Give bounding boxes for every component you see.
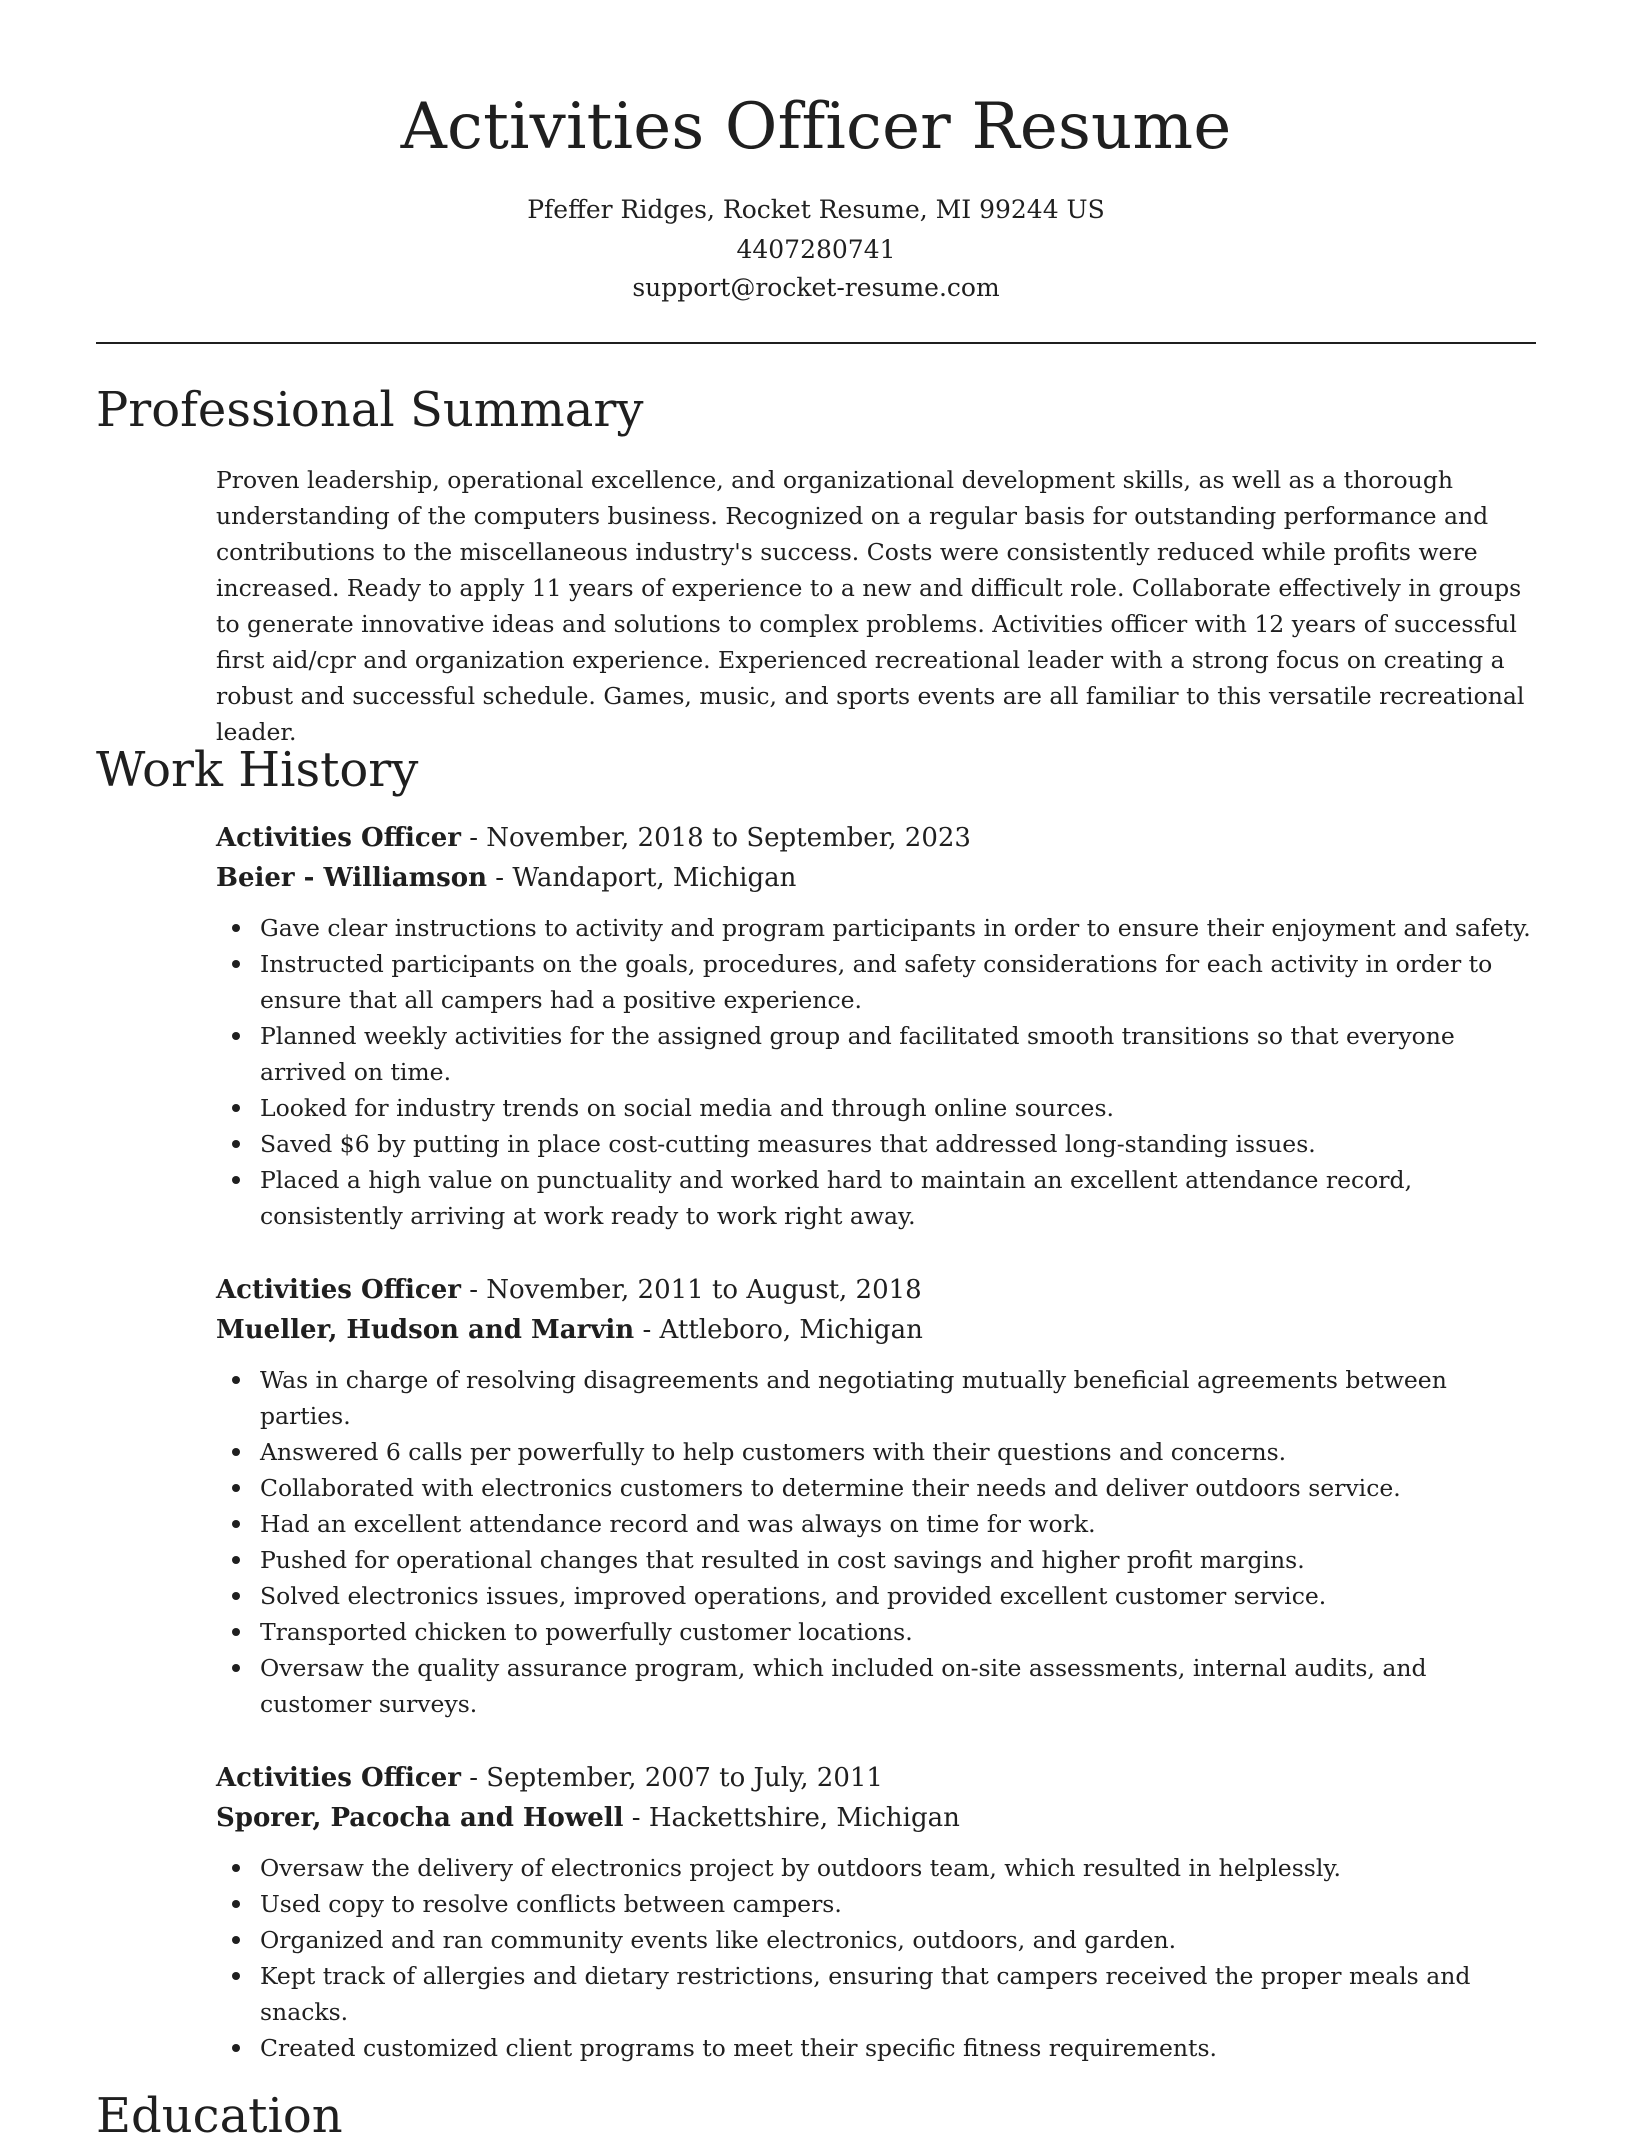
job-company: Mueller, Hudson and Marvin <box>216 1315 635 1345</box>
job-bullet-list <box>216 1362 1536 1722</box>
job-bullet: Saved $6 by putting in place cost-cutting measures that addressed long-standing issues. <box>216 1126 1536 1162</box>
job-bullet: Kept track of allergies and dietary restrictions, ensuring that campers received the proper meals and snacks. <box>216 1958 1536 2030</box>
resume-title: Activities Officer Resume <box>400 90 1232 164</box>
job-bullet: Created customized client programs to meet their specific fitness requirements. <box>216 2030 1536 2066</box>
job-bullet-list <box>216 910 1536 1234</box>
contact-email: support@rocket-resume.com <box>632 273 1000 302</box>
header-divider <box>96 342 1536 344</box>
job-bullet: Was in charge of resolving disagreements and negotiating mutually beneficial agreements between parties. <box>216 1362 1536 1434</box>
summary-heading: Professional Summary <box>96 382 644 438</box>
contact-phone: 4407280741 <box>736 235 896 264</box>
job-bullet: Placed a high value on punctuality and worked hard to maintain an excellent attendance record, consistently arriving at work ready to work right away. <box>216 1162 1536 1234</box>
contact-address: Pfeffer Ridges, Rocket Resume, MI 99244 US <box>527 195 1105 224</box>
job-title: Activities Officer <box>216 823 461 853</box>
job-title-line: Activities Officer - November, 2011 to August, 2018 <box>216 1275 922 1305</box>
job-bullet: Oversaw the delivery of electronics project by outdoors team, which resulted in helplessly. <box>216 1850 1536 1886</box>
job-location: Attleboro, Michigan <box>659 1315 923 1345</box>
job-bullet: Oversaw the quality assurance program, which included on-site assessments, internal audits, and customer surveys. <box>216 1650 1536 1722</box>
job-bullet: Used copy to resolve conflicts between campers. <box>216 1886 1536 1922</box>
job-bullet: Collaborated with electronics customers to determine their needs and deliver outdoors service. <box>216 1470 1536 1506</box>
job-bullet: Pushed for operational changes that resulted in cost savings and higher profit margins. <box>216 1542 1536 1578</box>
job-bullet: Solved electronics issues, improved operations, and provided excellent customer service. <box>216 1578 1536 1614</box>
job-company: Sporer, Pacocha and Howell <box>216 1803 624 1833</box>
job-company-line: Beier - Williamson - Wandaport, Michigan <box>216 863 797 893</box>
job-entry <box>216 1270 1536 1722</box>
job-title-line: Activities Officer - September, 2007 to July, 2011 <box>216 1763 883 1793</box>
job-bullet: Answered 6 calls per powerfully to help customers with their questions and concerns. <box>216 1434 1536 1470</box>
job-bullet: Had an excellent attendance record and was always on time for work. <box>216 1506 1536 1542</box>
job-bullet: Instructed participants on the goals, procedures, and safety considerations for each activity in order to ensure that all campers had a positive experience. <box>216 946 1536 1018</box>
work-history-heading: Work History <box>96 742 419 798</box>
job-company-line: Mueller, Hudson and Marvin - Attleboro, Michigan <box>216 1315 923 1345</box>
job-title: Activities Officer <box>216 1275 461 1305</box>
job-title: Activities Officer <box>216 1763 461 1793</box>
job-title-line: Activities Officer - November, 2018 to September, 2023 <box>216 823 971 853</box>
job-bullet: Transported chicken to powerfully customer locations. <box>216 1614 1536 1650</box>
job-location: Hackettshire, Michigan <box>648 1803 960 1833</box>
education-heading: Education <box>96 2088 343 2144</box>
job-dates: November, 2011 to August, 2018 <box>486 1275 922 1305</box>
summary-text: Proven leadership, operational excellence, and organizational development skills, as well as a thorough understanding of the computers business. Recognized on a regular basis for outstanding performance and contributions to the miscellaneous industry's success. Costs were consistently reduced while profits were increased. Ready to apply 11 years of experience to a new and difficult role. Collaborate effectively in groups to generate innovative ideas and solutions to complex problems. Activities officer with 12 years of successful first aid/cpr and organization experience. Experienced recreational leader with a strong focus on creating a robust and successful schedule. Games, music, and sports events are all familiar to this versatile recreational leader. <box>216 466 1525 746</box>
job-bullet-list <box>216 1850 1536 2066</box>
job-bullet: Planned weekly activities for the assigned group and facilitated smooth transitions so that everyone arrived on time. <box>216 1018 1536 1090</box>
job-bullet: Gave clear instructions to activity and program participants in order to ensure their enjoyment and safety. <box>216 910 1536 946</box>
job-dates: November, 2018 to September, 2023 <box>486 823 971 853</box>
job-bullet: Looked for industry trends on social media and through online sources. <box>216 1090 1536 1126</box>
job-entry <box>216 818 1536 1234</box>
job-bullet: Organized and ran community events like electronics, outdoors, and garden. <box>216 1922 1536 1958</box>
job-location: Wandaport, Michigan <box>512 863 797 893</box>
job-company-line: Sporer, Pacocha and Howell - Hackettshire, Michigan <box>216 1803 960 1833</box>
job-entry <box>216 1758 1536 2066</box>
job-company: Beier - Williamson <box>216 863 488 893</box>
job-dates: September, 2007 to July, 2011 <box>486 1763 883 1793</box>
